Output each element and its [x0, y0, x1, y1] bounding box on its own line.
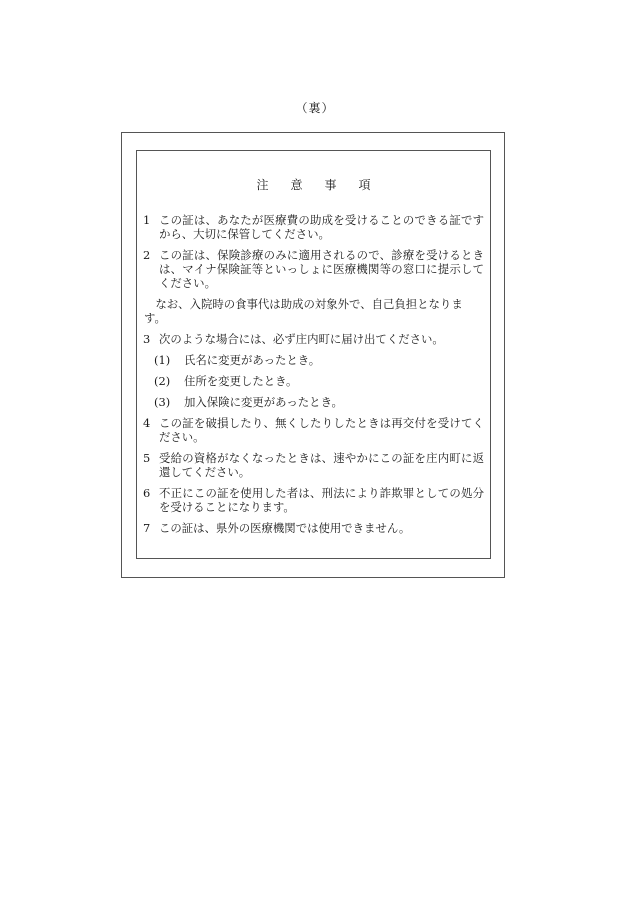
sub-text: 氏名に変更があったとき。	[184, 353, 321, 367]
sub-text: 加入保険に変更があったとき。	[184, 395, 343, 409]
notice-box	[136, 150, 491, 559]
note-supplement: なお、入院時の食事代は助成の対象外で、自己負担となります。	[144, 297, 463, 325]
note-text: 不正にこの証を使用した者は、刑法により詐欺罪としての処分を受けることになります。	[159, 486, 484, 514]
note-text: 次のような場合には、必ず庄内町に届け出てください。	[159, 332, 444, 346]
title-char: 事	[324, 178, 337, 192]
sub-number: (1)	[154, 353, 171, 367]
sub-number: (3)	[154, 395, 171, 409]
note-number: 5	[143, 451, 151, 465]
note-item-7	[143, 521, 484, 535]
sub-item-1	[143, 353, 484, 367]
note-item-2	[143, 248, 484, 290]
note-text: この証を破損したり、無くしたりしたときは再交付を受けてください。	[159, 416, 484, 444]
note-text: この証は、保険診療のみに適用されるので、診療を受けるときは、マイナ保険証等といっしょに医療機関等の窓口に提示してください。	[159, 248, 484, 290]
note-text: この証は、あなたが医療費の助成を受けることのできる証ですから、大切に保管してください。	[159, 213, 484, 241]
note-item-5	[143, 451, 484, 479]
note-number: 1	[143, 213, 151, 227]
note-number: 4	[143, 416, 151, 430]
note-item-3	[143, 332, 484, 346]
title-char: 意	[290, 178, 303, 192]
notice-title	[143, 176, 484, 194]
note-item-4	[143, 416, 484, 444]
note-number: 6	[143, 486, 151, 500]
note-number: 7	[143, 521, 151, 535]
note-item-1	[143, 213, 484, 241]
title-char: 項	[358, 178, 371, 192]
note-number: 3	[143, 332, 151, 346]
sub-item-3	[143, 395, 484, 409]
notes-list	[143, 213, 484, 535]
page-label: （裏）	[295, 101, 335, 115]
sub-item-2	[143, 374, 484, 388]
sub-number: (2)	[154, 374, 171, 388]
note-text: この証は、県外の医療機関では使用できません。	[159, 521, 411, 535]
sub-text: 住所を変更したとき。	[184, 374, 298, 388]
title-char: 注	[256, 178, 269, 192]
note-number: 2	[143, 248, 151, 262]
note-text: 受給の資格がなくなったときは、速やかにこの証を庄内町に返還してください。	[159, 451, 484, 479]
note-item-6	[143, 486, 484, 514]
